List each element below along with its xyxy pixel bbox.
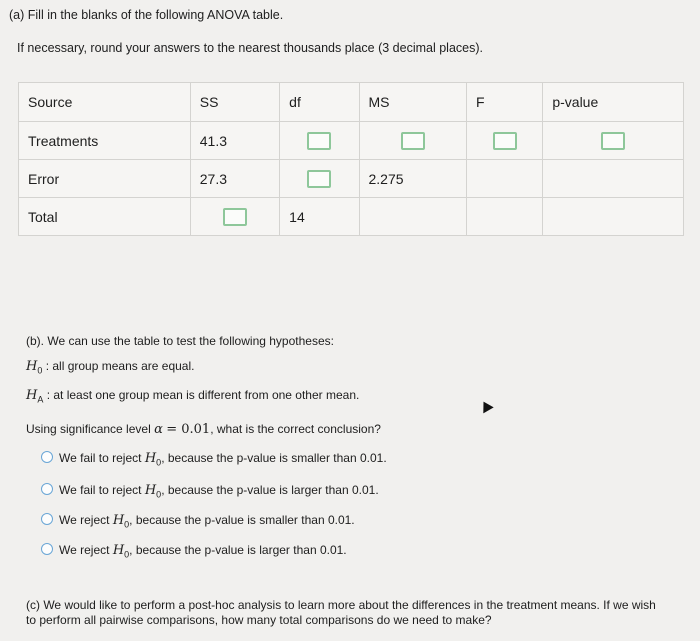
treatments-f-input[interactable]: [493, 132, 517, 150]
option-3-radio[interactable]: [41, 513, 53, 525]
option-4-label[interactable]: We reject $H_0$, because the p-value is larger than 0.01.: [59, 543, 347, 560]
header-source: Source: [19, 83, 191, 122]
alternative-hypothesis: $H_A$ : at least one group mean is different from one other mean.: [26, 388, 360, 405]
table-header-row: [19, 83, 684, 122]
part-a-title: (a) Fill in the blanks of the following ANOVA table.: [9, 8, 284, 22]
h0-symbol: H: [26, 359, 38, 374]
null-hypothesis: $H_0$ : all group means are equal.: [26, 359, 195, 376]
anova-table: [18, 82, 684, 236]
error-df-input[interactable]: [307, 170, 331, 188]
alpha-symbol: α: [154, 422, 163, 437]
table-row: [19, 198, 684, 236]
table-row: [19, 160, 684, 198]
option-2-radio[interactable]: [41, 483, 53, 495]
part-c-question: (c) We would like to perform a post-hoc analysis to learn more about the differences in the treatment means. If we wish to perform all pairwise comparisons, how many total comparisons do we need to make?: [26, 598, 656, 627]
total-ss-input[interactable]: [223, 208, 247, 226]
row-error-source: Error: [19, 160, 191, 198]
option-2-label[interactable]: We fail to reject $H_0$, because the p-value is larger than 0.01.: [59, 483, 379, 500]
part-b-intro: (b). We can use the table to test the following hypotheses:: [26, 334, 334, 348]
rounding-instruction: If necessary, round your answers to the nearest thousands place (3 decimal places).: [17, 41, 483, 55]
question-text: Using significance level α = 0.01, what is the correct conclusion?: [26, 422, 381, 437]
option-3-label[interactable]: We reject $H_0$, because the p-value is smaller than 0.01.: [59, 513, 355, 530]
header-ms: MS: [359, 83, 466, 122]
option-4-radio[interactable]: [41, 543, 53, 555]
row-total-source: Total: [19, 198, 191, 236]
header-ss: SS: [190, 83, 279, 122]
treatments-df-input[interactable]: [307, 132, 331, 150]
table-row: [19, 122, 684, 160]
mouse-cursor-icon: [478, 399, 493, 414]
treatments-p-value-input[interactable]: [601, 132, 625, 150]
row-total-df: 14: [280, 198, 359, 236]
row-error-ss: 27.3: [190, 160, 279, 198]
option-1-label[interactable]: We fail to reject $H_0$, because the p-value is smaller than 0.01.: [59, 451, 387, 468]
ha-symbol: H: [26, 388, 38, 403]
option-1-radio[interactable]: [41, 451, 53, 463]
header-f: F: [466, 83, 542, 122]
row-treatments-ss: 41.3: [190, 122, 279, 160]
header-p-value: p-value: [543, 83, 684, 122]
row-treatments-source: Treatments: [19, 122, 191, 160]
treatments-ms-input[interactable]: [401, 132, 425, 150]
row-error-ms: 2.275: [359, 160, 466, 198]
header-df: df: [280, 83, 359, 122]
